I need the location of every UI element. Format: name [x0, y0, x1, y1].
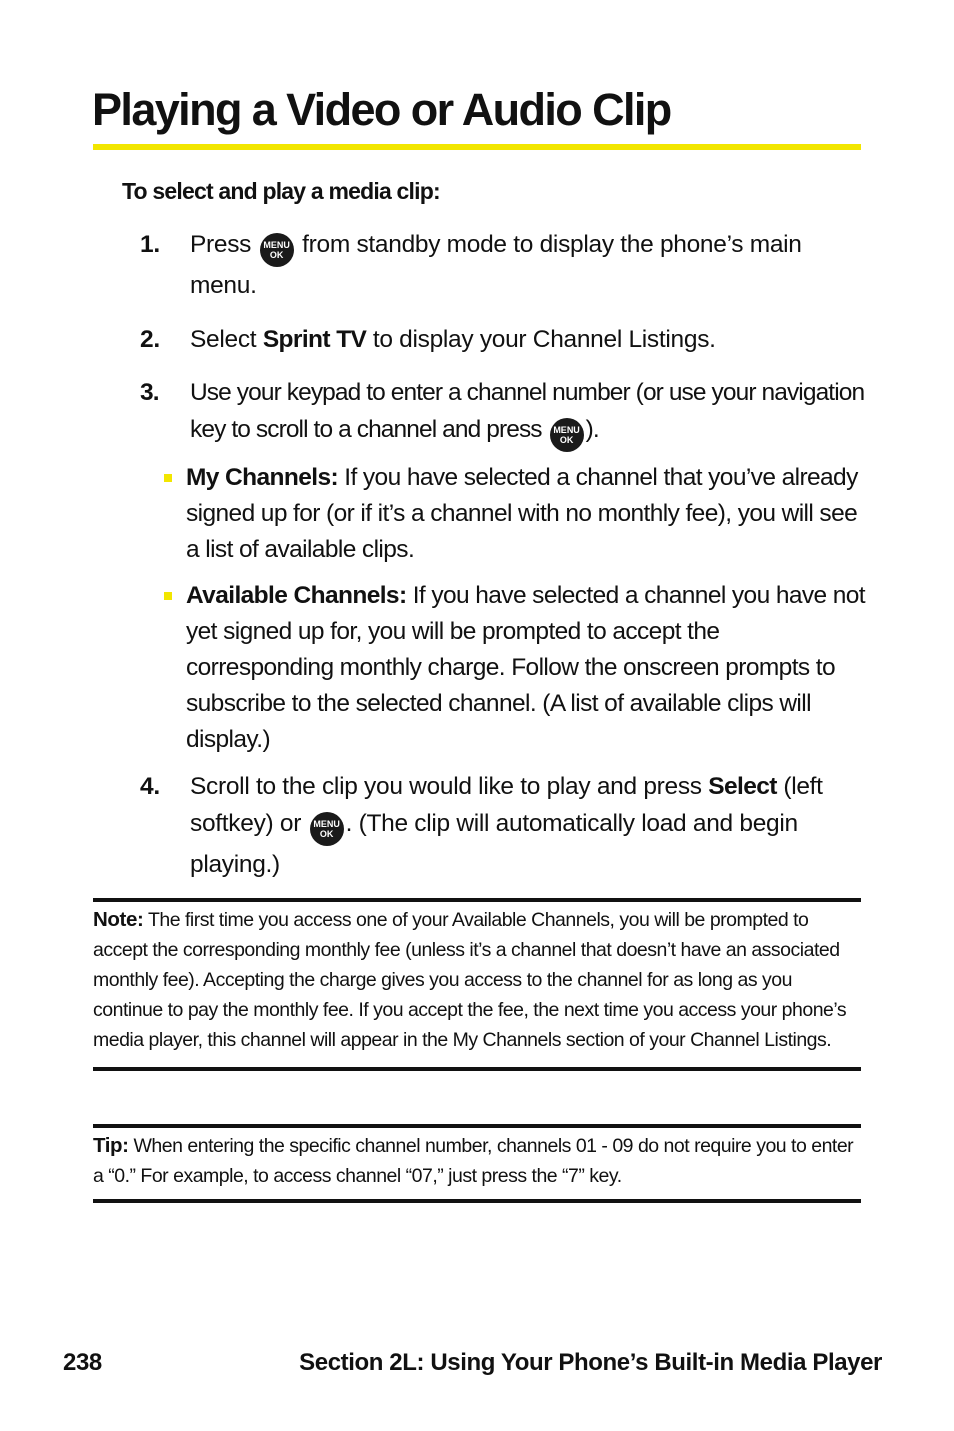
menu-key-label-bottom: OK [319, 829, 334, 839]
step-text-part: Scroll to the clip you would like to play and press [190, 773, 709, 800]
step-number: 1. [140, 231, 160, 258]
step-3-bullets [160, 460, 870, 758]
step-text-part: . (The clip will automatically load and begin playing.) [190, 810, 798, 878]
step-3 [140, 374, 870, 758]
tip-box [93, 1124, 861, 1203]
menu-ok-key-icon [310, 812, 344, 846]
step-4 [140, 768, 870, 883]
menu-key-label-top: MENU [313, 819, 340, 829]
menu-ok-key-icon [260, 233, 294, 267]
menu-key-label-top: MENU [553, 425, 580, 435]
note-text: The first time you access one of your Available Channels, you will be prompted to accept the corresponding monthly fee (unless it’s a channel that doesn’t have an associated monthly fee). Accepting the charge gives you access to the channel for as long as you continue to pay the monthly fee. If you accept the fee, the next time you access your phone’s media player, this channel will appear in the My Channels section of your Channel Listings. [93, 909, 847, 1051]
menu-ok-key-icon [550, 418, 584, 452]
step-text-part: (left softkey) or [190, 773, 823, 837]
note-label: Note: [93, 908, 144, 931]
step-text-part: to display your Channel Listings. [366, 326, 716, 353]
footer-section-title: Section 2L: Using Your Phone’s Built-in Media Player [299, 1349, 882, 1376]
step-number: 4. [140, 773, 160, 800]
title-underline [93, 144, 861, 150]
step-text-part: Press [190, 231, 258, 258]
step-text-part: from standby mode to display the phone’s main menu. [190, 231, 802, 299]
page-title: Playing a Video or Audio Clip [92, 84, 671, 135]
page-number: 238 [63, 1349, 102, 1376]
bullet-square-icon [164, 474, 172, 482]
tip-text: When entering the specific channel number, channels 01 - 09 do not require you to enter a “0.” For example, to access channel “07,” just press the “7” key. [93, 1135, 854, 1187]
step-number: 3. [140, 379, 159, 406]
bullet-text: If you have selected a channel that you’ve already signed up for (or if it’s a channel with no monthly fee), you will see a list of available clips. [186, 464, 858, 563]
steps-list [140, 226, 870, 883]
menu-key-label-bottom: OK [559, 435, 574, 445]
softkey-select-label: Select [708, 773, 777, 800]
step-number: 2. [140, 326, 160, 353]
step-text-part: Use your keypad to enter a channel number (or use your navigation key to scroll to a channel and press [190, 379, 865, 443]
step-text [190, 321, 870, 358]
bullet-text: If you have selected a channel you have not yet signed up for, you will be prompted to accept the corresponding monthly charge. Follow the onscreen prompts to subscribe to the selected channel. (A list of available clips will display.) [186, 582, 866, 753]
bullet-my-channels [160, 460, 870, 568]
step-text-part: ). [585, 416, 599, 443]
menu-key-label-top: MENU [263, 240, 290, 250]
step-text [190, 374, 870, 452]
step-2 [140, 321, 870, 358]
step-text [190, 768, 870, 883]
step-text [190, 226, 870, 304]
bullet-available-channels [160, 578, 870, 758]
bullet-square-icon [164, 592, 172, 600]
note-box [93, 898, 861, 1071]
bullet-label: My Channels: [186, 464, 339, 491]
step-1 [140, 226, 870, 304]
step-text-part: Select [190, 326, 263, 353]
tip-label: Tip: [93, 1134, 129, 1157]
menu-option-sprint-tv: Sprint TV [262, 326, 367, 353]
menu-key-label-bottom: OK [269, 250, 284, 260]
procedure-intro: To select and play a media clip: [122, 178, 440, 204]
bullet-label: Available Channels: [186, 582, 407, 609]
